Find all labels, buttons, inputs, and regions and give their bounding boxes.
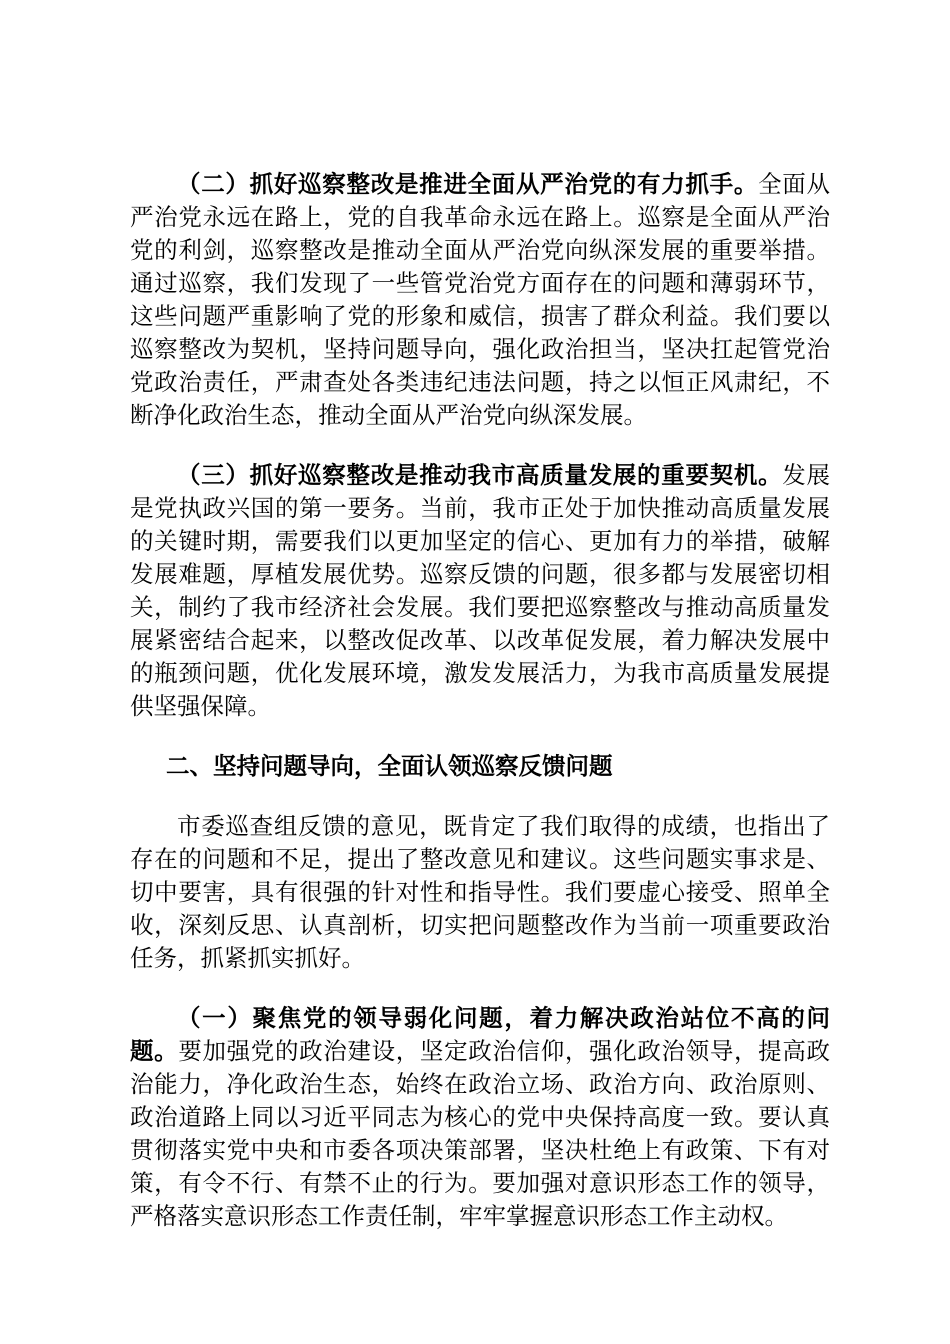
- paragraph-intro: [130, 810, 830, 975]
- paragraph-body: 发展是党执政兴国的第一要务。当前，我市正处于加快推动高质量发展的关键时期，需要我们以更加坚定的信心、更加有力的举措，破解发展难题，厚植发展优势。巡察反馈的问题，很多都与发展密切相关，制约了我市经济社会发展。我们要把巡察整改与推动高质量发展紧密结合起来，以整改促改革、以改革促发展，着力解决发展中的瓶颈问题，优化发展环境，激发发展活力，为我市高质量发展提供坚强保障。: [130, 461, 831, 720]
- paragraph-lead-heading: （一）聚焦党的领导弱化问题，着力解决政治站位不高的问题。: [130, 1004, 830, 1065]
- paragraph-body: 要加强党的政治建设，坚定政治信仰，强化政治领导，提高政治能力，净化政治生态，始终在政治立场、政治方向、政治原则、政治道路上同以习近平同志为核心的党中央保持高度一致。要认真贯彻落实党中央和市委各项决策部署，坚决杜绝上有政策、下有对策，有令不行、有禁不止的行为。要加强对意识形态工作的领导，严格落实意识形态工作责任制，牢牢掌握意识形态工作主动权。: [130, 1037, 831, 1230]
- paragraph-section-2: [130, 168, 830, 432]
- paragraph-lead-heading: （三）抓好巡察整改是推动我市高质量发展的重要契机。: [177, 461, 783, 489]
- paragraph-subsection-1: [130, 1002, 830, 1233]
- paragraph-section-3: [130, 459, 830, 723]
- paragraph-body: 全面从严治党永远在路上，党的自我革命永远在路上。巡察是全面从严治党的利剑，巡察整改是推动全面从严治党向纵深发展的重要举措。通过巡察，我们发现了一些管党治党方面存在的问题和薄弱环节，这些问题严重影响了党的形象和威信，损害了群众利益。我们要以巡察整改为契机，坚持问题导向，强化政治担当，坚决扛起管党治党政治责任，严肃查处各类违纪违法问题，持之以恒正风肃纪，不断净化政治生态，推动全面从严治党向纵深发展。: [130, 170, 831, 429]
- paragraph-lead-heading: （二）抓好巡察整改是推进全面从严治党的有力抓手。: [177, 170, 759, 198]
- paragraph-body: 市委巡查组反馈的意见，既肯定了我们取得的成绩，也指出了存在的问题和不足，提出了整改意见和建议。这些问题实事求是、切中要害，具有很强的针对性和指导性。我们要虚心接受、照单全收，深刻反思、认真剖析，切实把问题整改作为当前一项重要政治任务，抓紧抓实抓好。: [130, 812, 830, 972]
- document-page: [130, 168, 830, 1260]
- section-heading-2: 二、坚持问题导向，全面认领巡察反馈问题: [166, 752, 613, 780]
